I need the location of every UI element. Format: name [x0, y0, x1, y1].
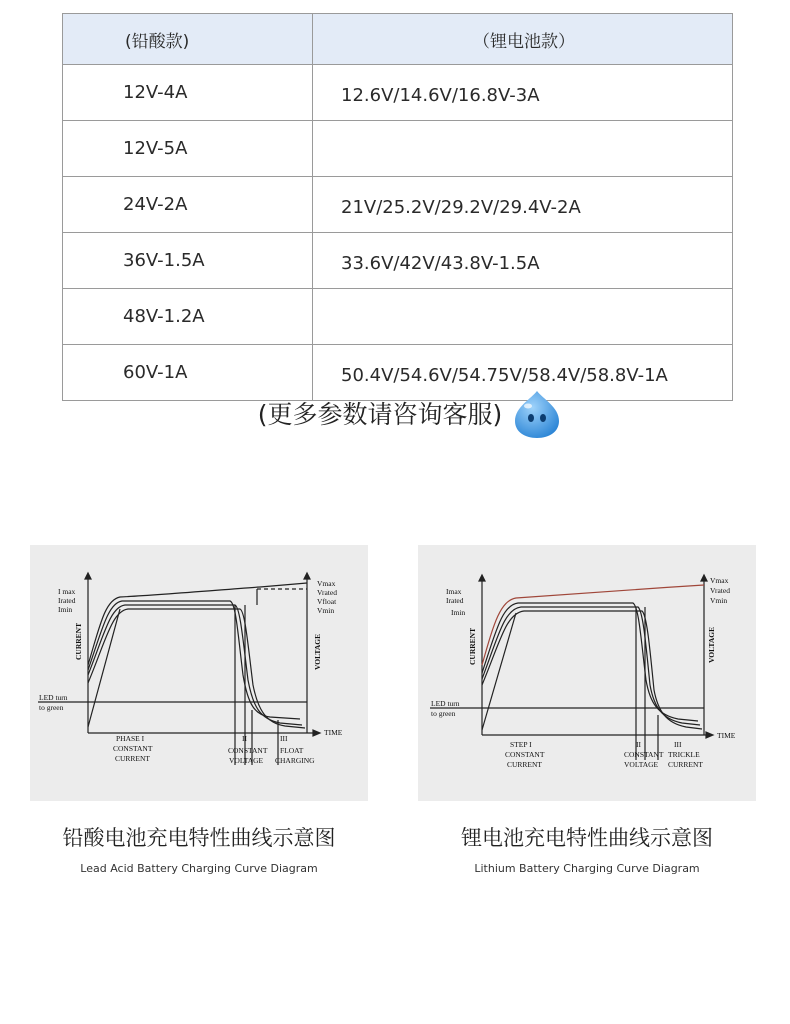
lead-acid-spec: 36V-1.5A	[63, 233, 313, 289]
lead-acid-spec: 24V-2A	[63, 177, 313, 233]
step-label: STEP I	[510, 740, 532, 749]
voltage-axis-label: VOLTAGE	[707, 626, 716, 663]
voltage-label: VOLTAGE	[624, 760, 659, 769]
current-axis-label: CURRENT	[468, 627, 477, 665]
current-label: CURRENT	[115, 754, 151, 763]
table-row	[63, 65, 733, 121]
more-params-note: (更多参数请咨询客服)	[257, 400, 503, 429]
charging-label: CHARGING	[275, 756, 315, 765]
lithium-spec: 12.6V/14.6V/16.8V-3A	[313, 65, 733, 121]
irated-label: Irated	[446, 596, 464, 605]
constant-voltage-label: CONSTANT	[624, 750, 664, 759]
lead-acid-caption-en: Lead Acid Battery Charging Curve Diagram	[80, 862, 318, 875]
phase-ii-label: II	[242, 734, 247, 743]
table-row	[63, 177, 733, 233]
imin-label: Imin	[58, 605, 73, 614]
imax-label: Imax	[446, 587, 462, 596]
phase-iii-label: III	[280, 734, 288, 743]
lead-acid-spec: 12V-5A	[63, 121, 313, 177]
float-label: FLOAT	[280, 746, 304, 755]
table-row	[63, 121, 733, 177]
imin-label: Imin	[451, 608, 466, 617]
vmax-label: Vmax	[317, 579, 336, 588]
voltage-axis-label: VOLTAGE	[313, 633, 322, 670]
trickle-label: TRICKLE	[668, 750, 700, 759]
current-label: CURRENT	[507, 760, 543, 769]
vmax-label: Vmax	[710, 576, 729, 585]
lithium-curve-diagram	[418, 545, 756, 801]
step-iii-label: III	[674, 740, 682, 749]
vmin-label: Vmin	[317, 606, 335, 615]
phase-label: PHASE I	[116, 734, 145, 743]
spec-table	[62, 13, 733, 401]
time-axis-label: TIME	[324, 728, 343, 737]
table-row	[63, 233, 733, 289]
lead-acid-curve-diagram	[30, 545, 368, 801]
lithium-spec	[313, 289, 733, 345]
current-axis-label: CURRENT	[74, 622, 83, 660]
vmin-label: Vmin	[710, 596, 728, 605]
constant-label: CONSTANT	[113, 744, 153, 753]
voltage-label: VOLTAGE	[229, 756, 264, 765]
lead-acid-spec: 12V-4A	[63, 65, 313, 121]
irated-label: Irated	[58, 596, 76, 605]
lead-acid-spec: 60V-1A	[63, 345, 313, 401]
to-green-label: to green	[39, 703, 64, 712]
time-axis-label: TIME	[717, 731, 736, 740]
step-ii-label: II	[636, 740, 641, 749]
trickle-current-label: CURRENT	[668, 760, 704, 769]
constant-voltage-label: CONSTANT	[228, 746, 268, 755]
vfloat-label: Vfloat	[317, 597, 337, 606]
vrated-label: Vrated	[317, 588, 337, 597]
lithium-caption: 锂电池充电特性曲线示意图	[461, 826, 713, 850]
table-row	[63, 289, 733, 345]
imax-label: I max	[58, 587, 76, 596]
lithium-caption-en: Lithium Battery Charging Curve Diagram	[474, 862, 700, 875]
lead-acid-caption: 铅酸电池充电特性曲线示意图	[62, 826, 336, 850]
constant-label: CONSTANT	[505, 750, 545, 759]
led-turn-label: LED turn	[431, 699, 460, 708]
led-turn-label: LED turn	[39, 693, 68, 702]
lithium-spec: 50.4V/54.6V/54.75V/58.4V/58.8V-1A	[313, 345, 733, 401]
lithium-header: （锂电池款）	[313, 14, 733, 65]
to-green-label: to green	[431, 709, 456, 718]
vrated-label: Vrated	[710, 586, 730, 595]
lead-acid-spec: 48V-1.2A	[63, 289, 313, 345]
lead-acid-header: (铅酸款)	[63, 14, 313, 65]
table-header-row	[63, 14, 733, 65]
mascot-icon	[513, 389, 561, 439]
lithium-spec: 21V/25.2V/29.2V/29.4V-2A	[313, 177, 733, 233]
lithium-spec: 33.6V/42V/43.8V-1.5A	[313, 233, 733, 289]
lithium-spec	[313, 121, 733, 177]
